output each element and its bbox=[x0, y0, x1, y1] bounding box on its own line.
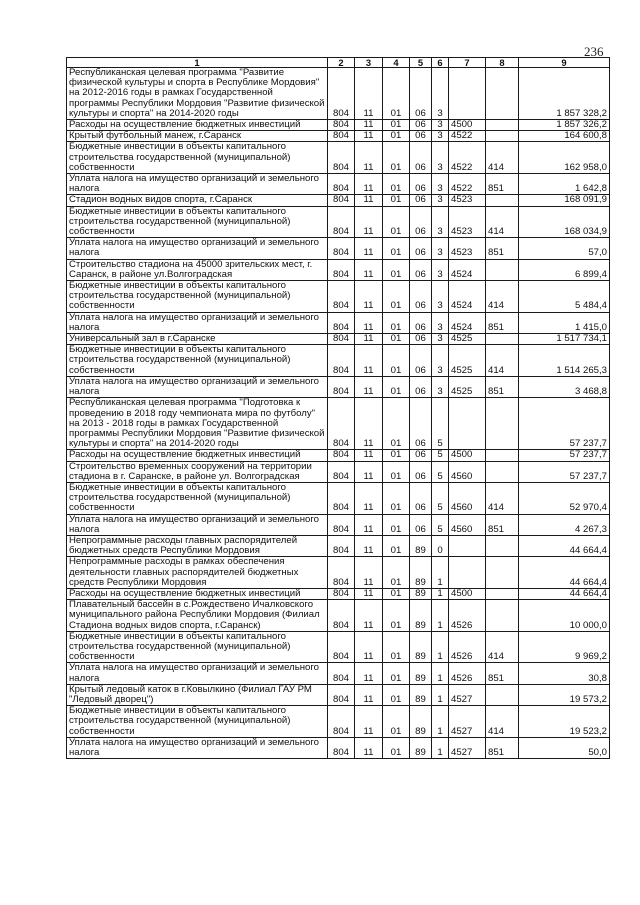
row-code-6: 5 bbox=[432, 482, 449, 514]
row-amount: 9 969,2 bbox=[519, 631, 610, 663]
row-code-2: 804 bbox=[328, 131, 355, 142]
row-code-6: 3 bbox=[432, 142, 449, 174]
row-code-3: 11 bbox=[355, 600, 383, 632]
row-amount: 19 523,2 bbox=[519, 706, 610, 738]
row-code-7: 4524 bbox=[449, 281, 486, 313]
row-code-2: 804 bbox=[328, 312, 355, 333]
row-code-3: 11 bbox=[355, 238, 383, 259]
row-code-4: 01 bbox=[383, 345, 410, 377]
row-code-2: 804 bbox=[328, 631, 355, 663]
row-code-8 bbox=[486, 461, 519, 482]
row-code-5: 89 bbox=[410, 588, 432, 599]
row-code-2: 804 bbox=[328, 706, 355, 738]
row-code-5: 06 bbox=[410, 450, 432, 461]
row-code-2: 804 bbox=[328, 142, 355, 174]
row-name: Бюджетные инвестиции в объекты капитального строительства государственной (муниципальной) собственности bbox=[67, 206, 328, 238]
row-code-8: 414 bbox=[486, 281, 519, 313]
row-code-5: 06 bbox=[410, 461, 432, 482]
row-code-6: 0 bbox=[432, 535, 449, 556]
table-row bbox=[67, 334, 610, 345]
row-code-7: 4500 bbox=[449, 120, 486, 131]
row-code-7: 4524 bbox=[449, 259, 486, 280]
row-code-8: 851 bbox=[486, 737, 519, 758]
row-name: Бюджетные инвестиции в объекты капитального строительства государственной (муниципальной) собственности bbox=[67, 142, 328, 174]
table-row bbox=[67, 482, 610, 514]
row-code-4: 01 bbox=[383, 174, 410, 195]
row-code-2: 804 bbox=[328, 557, 355, 589]
row-code-4: 01 bbox=[383, 312, 410, 333]
row-amount: 30,8 bbox=[519, 663, 610, 684]
row-code-7: 4522 bbox=[449, 142, 486, 174]
row-code-4: 01 bbox=[383, 557, 410, 589]
row-name: Республиканская целевая программа "Подготовка к проведению в 2018 году чемпионата мира по футболу" на 2013 - 2018 годы в рамках Государственной программы Республики Мордовия "Развитие физической культуры и спорта" на 2014-2020 годы bbox=[67, 398, 328, 450]
row-code-5: 06 bbox=[410, 238, 432, 259]
row-code-8 bbox=[486, 131, 519, 142]
row-name: Строительство стадиона на 45000 зрительских мест, г. Саранск, в районе ул.Волгоградская bbox=[67, 259, 328, 280]
row-code-2: 804 bbox=[328, 737, 355, 758]
row-code-6: 1 bbox=[432, 600, 449, 632]
budget-table bbox=[66, 57, 610, 759]
row-code-4: 01 bbox=[383, 376, 410, 397]
table-row bbox=[67, 174, 610, 195]
row-code-6: 3 bbox=[432, 131, 449, 142]
row-code-4: 01 bbox=[383, 631, 410, 663]
row-code-7: 4560 bbox=[449, 482, 486, 514]
row-amount: 168 034,9 bbox=[519, 206, 610, 238]
row-code-6: 3 bbox=[432, 259, 449, 280]
row-code-7: 4523 bbox=[449, 195, 486, 206]
column-header: 3 bbox=[355, 58, 383, 68]
column-header: 6 bbox=[432, 58, 449, 68]
table-row bbox=[67, 195, 610, 206]
row-code-2: 804 bbox=[328, 206, 355, 238]
row-code-2: 804 bbox=[328, 600, 355, 632]
row-code-2: 804 bbox=[328, 281, 355, 313]
table-row bbox=[67, 345, 610, 377]
row-code-8 bbox=[486, 684, 519, 705]
table-row bbox=[67, 68, 610, 120]
row-code-3: 11 bbox=[355, 195, 383, 206]
row-code-8: 414 bbox=[486, 482, 519, 514]
row-code-5: 06 bbox=[410, 281, 432, 313]
row-code-3: 11 bbox=[355, 68, 383, 120]
row-code-8: 414 bbox=[486, 206, 519, 238]
row-code-3: 11 bbox=[355, 461, 383, 482]
row-amount: 168 091,9 bbox=[519, 195, 610, 206]
row-name: Плавательный бассейн в с.Рождествено Ичалковского муниципального района Республики Мордовия (Филиал Стадиона водных видов спорта, г.Саранск) bbox=[67, 600, 328, 632]
row-code-8 bbox=[486, 120, 519, 131]
row-code-8: 414 bbox=[486, 345, 519, 377]
row-code-5: 89 bbox=[410, 600, 432, 632]
column-header: 8 bbox=[486, 58, 519, 68]
row-code-3: 11 bbox=[355, 131, 383, 142]
row-name: Непрограммные расходы главных распорядителей бюджетных средств Республики Мордовия bbox=[67, 535, 328, 556]
row-code-6: 3 bbox=[432, 281, 449, 313]
row-code-2: 804 bbox=[328, 535, 355, 556]
row-code-3: 11 bbox=[355, 345, 383, 377]
row-code-2: 804 bbox=[328, 461, 355, 482]
row-name: Уплата налога на имущество организаций и земельного налога bbox=[67, 174, 328, 195]
row-code-5: 06 bbox=[410, 376, 432, 397]
row-code-8 bbox=[486, 195, 519, 206]
row-code-6: 3 bbox=[432, 334, 449, 345]
row-code-3: 11 bbox=[355, 706, 383, 738]
table-row bbox=[67, 131, 610, 142]
row-code-7: 4500 bbox=[449, 588, 486, 599]
row-code-6: 3 bbox=[432, 238, 449, 259]
row-code-3: 11 bbox=[355, 557, 383, 589]
page-number: 236 bbox=[584, 44, 604, 59]
row-code-3: 11 bbox=[355, 281, 383, 313]
row-code-7: 4523 bbox=[449, 238, 486, 259]
row-amount: 44 664,4 bbox=[519, 557, 610, 589]
row-code-4: 01 bbox=[383, 238, 410, 259]
column-header: 4 bbox=[383, 58, 410, 68]
row-code-5: 06 bbox=[410, 142, 432, 174]
row-code-4: 01 bbox=[383, 131, 410, 142]
row-code-4: 01 bbox=[383, 206, 410, 238]
row-code-7: 4524 bbox=[449, 312, 486, 333]
row-code-2: 804 bbox=[328, 238, 355, 259]
row-code-3: 11 bbox=[355, 737, 383, 758]
row-code-5: 89 bbox=[410, 631, 432, 663]
row-code-2: 804 bbox=[328, 588, 355, 599]
row-amount: 162 958,0 bbox=[519, 142, 610, 174]
row-code-5: 06 bbox=[410, 131, 432, 142]
row-code-2: 804 bbox=[328, 345, 355, 377]
row-code-8: 414 bbox=[486, 706, 519, 738]
row-amount: 164 600,8 bbox=[519, 131, 610, 142]
row-amount: 1 857 328,2 bbox=[519, 68, 610, 120]
row-amount: 1 517 734,1 bbox=[519, 334, 610, 345]
row-code-7: 4500 bbox=[449, 450, 486, 461]
row-code-4: 01 bbox=[383, 588, 410, 599]
row-code-6: 1 bbox=[432, 737, 449, 758]
row-code-8: 414 bbox=[486, 142, 519, 174]
row-code-5: 06 bbox=[410, 206, 432, 238]
row-code-5: 06 bbox=[410, 120, 432, 131]
table-row bbox=[67, 450, 610, 461]
table-row bbox=[67, 663, 610, 684]
column-header: 1 bbox=[67, 58, 328, 68]
table-row bbox=[67, 600, 610, 632]
table-row bbox=[67, 631, 610, 663]
row-code-2: 804 bbox=[328, 174, 355, 195]
row-code-7 bbox=[449, 535, 486, 556]
row-code-4: 01 bbox=[383, 737, 410, 758]
row-code-6: 5 bbox=[432, 450, 449, 461]
row-amount: 44 664,4 bbox=[519, 535, 610, 556]
row-code-5: 06 bbox=[410, 312, 432, 333]
table-row bbox=[67, 238, 610, 259]
row-code-6: 1 bbox=[432, 557, 449, 589]
row-name: Бюджетные инвестиции в объекты капитального строительства государственной (муниципальной) собственности bbox=[67, 345, 328, 377]
row-code-2: 804 bbox=[328, 514, 355, 535]
column-header: 5 bbox=[410, 58, 432, 68]
row-code-6: 3 bbox=[432, 376, 449, 397]
row-amount: 4 267,3 bbox=[519, 514, 610, 535]
row-name: Уплата налога на имущество организаций и земельного налога bbox=[67, 737, 328, 758]
row-amount: 44 664,4 bbox=[519, 588, 610, 599]
row-code-6: 1 bbox=[432, 706, 449, 738]
row-code-4: 01 bbox=[383, 684, 410, 705]
row-code-7: 4526 bbox=[449, 600, 486, 632]
row-code-2: 804 bbox=[328, 376, 355, 397]
row-code-8: 851 bbox=[486, 238, 519, 259]
header-row bbox=[67, 58, 610, 68]
row-name: Бюджетные инвестиции в объекты капитального строительства государственной (муниципальной) собственности bbox=[67, 482, 328, 514]
row-name: Республиканская целевая программа "Развитие физической культуры и спорта в Республике Мордовия" на 2012-2016 годы в рамках Государственной программы Республики Мордовия "Развитие физической культуры и спорта" на 2014-2020 годы bbox=[67, 68, 328, 120]
row-code-4: 01 bbox=[383, 334, 410, 345]
row-name: Расходы на осуществление бюджетных инвестиций bbox=[67, 588, 328, 599]
row-code-7: 4527 bbox=[449, 737, 486, 758]
row-code-2: 804 bbox=[328, 259, 355, 280]
row-code-7 bbox=[449, 398, 486, 450]
table-row bbox=[67, 557, 610, 589]
row-code-5: 89 bbox=[410, 535, 432, 556]
row-code-7: 4527 bbox=[449, 706, 486, 738]
row-code-5: 89 bbox=[410, 663, 432, 684]
row-name: Расходы на осуществление бюджетных инвестиций bbox=[67, 450, 328, 461]
row-code-7: 4522 bbox=[449, 174, 486, 195]
row-code-4: 01 bbox=[383, 600, 410, 632]
row-code-5: 06 bbox=[410, 398, 432, 450]
row-code-6: 1 bbox=[432, 588, 449, 599]
row-code-7: 4522 bbox=[449, 131, 486, 142]
row-code-3: 11 bbox=[355, 259, 383, 280]
row-code-6: 5 bbox=[432, 398, 449, 450]
row-amount: 10 000,0 bbox=[519, 600, 610, 632]
row-name: Крытый футбольный манеж, г.Саранск bbox=[67, 131, 328, 142]
row-amount: 5 484,4 bbox=[519, 281, 610, 313]
row-name: Универсальный зал в г.Саранске bbox=[67, 334, 328, 345]
row-code-8: 851 bbox=[486, 174, 519, 195]
row-code-8 bbox=[486, 535, 519, 556]
row-code-8 bbox=[486, 588, 519, 599]
row-name: Уплата налога на имущество организаций и земельного налога bbox=[67, 312, 328, 333]
row-code-4: 01 bbox=[383, 535, 410, 556]
row-code-7: 4525 bbox=[449, 376, 486, 397]
row-code-3: 11 bbox=[355, 142, 383, 174]
table-row bbox=[67, 514, 610, 535]
row-name: Непрограммные расходы в рамках обеспечения деятельности главных распорядителей бюджетных средств Республики Мордовия bbox=[67, 557, 328, 589]
row-amount: 50,0 bbox=[519, 737, 610, 758]
row-name: Бюджетные инвестиции в объекты капитального строительства государственной (муниципальной) собственности bbox=[67, 631, 328, 663]
row-code-8 bbox=[486, 398, 519, 450]
row-code-3: 11 bbox=[355, 514, 383, 535]
row-code-3: 11 bbox=[355, 684, 383, 705]
table-row bbox=[67, 259, 610, 280]
row-code-7: 4560 bbox=[449, 514, 486, 535]
row-code-7 bbox=[449, 557, 486, 589]
row-code-3: 11 bbox=[355, 312, 383, 333]
table-row bbox=[67, 535, 610, 556]
row-code-6: 3 bbox=[432, 195, 449, 206]
row-code-8: 851 bbox=[486, 663, 519, 684]
row-code-2: 804 bbox=[328, 482, 355, 514]
row-amount: 52 970,4 bbox=[519, 482, 610, 514]
row-amount: 3 468,8 bbox=[519, 376, 610, 397]
row-amount: 1 514 265,3 bbox=[519, 345, 610, 377]
row-code-3: 11 bbox=[355, 334, 383, 345]
row-name: Крытый ледовый каток в г.Ковылкино (Филиал ГАУ РМ "Ледовый дворец") bbox=[67, 684, 328, 705]
table-row bbox=[67, 142, 610, 174]
row-code-4: 01 bbox=[383, 450, 410, 461]
row-code-7: 4525 bbox=[449, 345, 486, 377]
row-code-2: 804 bbox=[328, 334, 355, 345]
row-code-8: 851 bbox=[486, 376, 519, 397]
column-header: 9 bbox=[519, 58, 610, 68]
row-code-6: 5 bbox=[432, 514, 449, 535]
row-code-4: 01 bbox=[383, 142, 410, 174]
row-code-5: 89 bbox=[410, 706, 432, 738]
table-row bbox=[67, 737, 610, 758]
table-row bbox=[67, 281, 610, 313]
row-code-3: 11 bbox=[355, 450, 383, 461]
row-name: Уплата налога на имущество организаций и земельного налога bbox=[67, 376, 328, 397]
row-code-6: 3 bbox=[432, 312, 449, 333]
row-code-4: 01 bbox=[383, 120, 410, 131]
row-code-5: 06 bbox=[410, 174, 432, 195]
row-code-8: 414 bbox=[486, 631, 519, 663]
row-code-7: 4525 bbox=[449, 334, 486, 345]
row-name: Уплата налога на имущество организаций и земельного налога bbox=[67, 238, 328, 259]
row-code-5: 06 bbox=[410, 334, 432, 345]
row-amount: 1 642,8 bbox=[519, 174, 610, 195]
row-code-6: 1 bbox=[432, 663, 449, 684]
row-code-5: 06 bbox=[410, 195, 432, 206]
row-code-3: 11 bbox=[355, 120, 383, 131]
row-code-3: 11 bbox=[355, 631, 383, 663]
row-name: Уплата налога на имущество организаций и земельного налога bbox=[67, 663, 328, 684]
row-code-7 bbox=[449, 68, 486, 120]
row-code-5: 06 bbox=[410, 345, 432, 377]
row-code-4: 01 bbox=[383, 281, 410, 313]
table-row bbox=[67, 588, 610, 599]
row-code-3: 11 bbox=[355, 588, 383, 599]
table-row bbox=[67, 706, 610, 738]
table-row bbox=[67, 398, 610, 450]
row-code-3: 11 bbox=[355, 206, 383, 238]
row-code-8 bbox=[486, 334, 519, 345]
row-code-8 bbox=[486, 68, 519, 120]
row-code-8 bbox=[486, 557, 519, 589]
row-amount: 1 415,0 bbox=[519, 312, 610, 333]
row-code-6: 3 bbox=[432, 345, 449, 377]
row-name: Бюджетные инвестиции в объекты капитального строительства государственной (муниципальной) собственности bbox=[67, 281, 328, 313]
row-amount: 57 237,7 bbox=[519, 461, 610, 482]
row-code-3: 11 bbox=[355, 376, 383, 397]
row-code-6: 3 bbox=[432, 68, 449, 120]
row-code-2: 804 bbox=[328, 450, 355, 461]
row-code-2: 804 bbox=[328, 68, 355, 120]
table-row bbox=[67, 461, 610, 482]
row-code-4: 01 bbox=[383, 663, 410, 684]
table-row bbox=[67, 120, 610, 131]
row-code-7: 4523 bbox=[449, 206, 486, 238]
row-code-7: 4560 bbox=[449, 461, 486, 482]
row-amount: 19 573,2 bbox=[519, 684, 610, 705]
row-code-3: 11 bbox=[355, 535, 383, 556]
row-amount: 57 237,7 bbox=[519, 450, 610, 461]
row-code-5: 89 bbox=[410, 684, 432, 705]
row-name: Уплата налога на имущество организаций и земельного налога bbox=[67, 514, 328, 535]
row-code-8 bbox=[486, 259, 519, 280]
row-code-4: 01 bbox=[383, 514, 410, 535]
row-code-2: 804 bbox=[328, 684, 355, 705]
row-code-4: 01 bbox=[383, 461, 410, 482]
table-row bbox=[67, 376, 610, 397]
row-code-3: 11 bbox=[355, 663, 383, 684]
column-header: 2 bbox=[328, 58, 355, 68]
table-row bbox=[67, 312, 610, 333]
row-code-3: 11 bbox=[355, 174, 383, 195]
row-code-6: 3 bbox=[432, 174, 449, 195]
row-code-8 bbox=[486, 450, 519, 461]
row-code-4: 01 bbox=[383, 259, 410, 280]
row-amount: 1 857 326,2 bbox=[519, 120, 610, 131]
row-code-7: 4526 bbox=[449, 663, 486, 684]
row-code-4: 01 bbox=[383, 706, 410, 738]
row-amount: 6 899,4 bbox=[519, 259, 610, 280]
row-code-6: 1 bbox=[432, 684, 449, 705]
row-code-5: 06 bbox=[410, 68, 432, 120]
row-code-8: 851 bbox=[486, 514, 519, 535]
row-code-3: 11 bbox=[355, 398, 383, 450]
row-code-2: 804 bbox=[328, 398, 355, 450]
row-code-5: 89 bbox=[410, 737, 432, 758]
row-code-6: 3 bbox=[432, 206, 449, 238]
row-amount: 57,0 bbox=[519, 238, 610, 259]
row-name: Строительство временных сооружений на территории стадиона в г. Саранске, в районе ул. Волгоградская bbox=[67, 461, 328, 482]
row-code-8 bbox=[486, 600, 519, 632]
row-code-6: 5 bbox=[432, 461, 449, 482]
row-name: Стадион водных видов спорта, г.Саранск bbox=[67, 195, 328, 206]
row-code-4: 01 bbox=[383, 68, 410, 120]
table-row bbox=[67, 206, 610, 238]
row-code-5: 89 bbox=[410, 557, 432, 589]
row-name: Расходы на осуществление бюджетных инвестиций bbox=[67, 120, 328, 131]
row-code-4: 01 bbox=[383, 195, 410, 206]
row-code-2: 804 bbox=[328, 663, 355, 684]
row-code-7: 4527 bbox=[449, 684, 486, 705]
row-code-7: 4526 bbox=[449, 631, 486, 663]
row-code-4: 01 bbox=[383, 398, 410, 450]
row-code-5: 06 bbox=[410, 259, 432, 280]
row-code-5: 06 bbox=[410, 482, 432, 514]
row-code-3: 11 bbox=[355, 482, 383, 514]
table-row bbox=[67, 684, 610, 705]
row-name: Бюджетные инвестиции в объекты капитального строительства государственной (муниципальной) собственности bbox=[67, 706, 328, 738]
row-code-2: 804 bbox=[328, 120, 355, 131]
row-code-4: 01 bbox=[383, 482, 410, 514]
column-header: 7 bbox=[449, 58, 486, 68]
row-code-6: 3 bbox=[432, 120, 449, 131]
row-amount: 57 237,7 bbox=[519, 398, 610, 450]
row-code-5: 06 bbox=[410, 514, 432, 535]
row-code-8: 851 bbox=[486, 312, 519, 333]
row-code-6: 1 bbox=[432, 631, 449, 663]
row-code-2: 804 bbox=[328, 195, 355, 206]
